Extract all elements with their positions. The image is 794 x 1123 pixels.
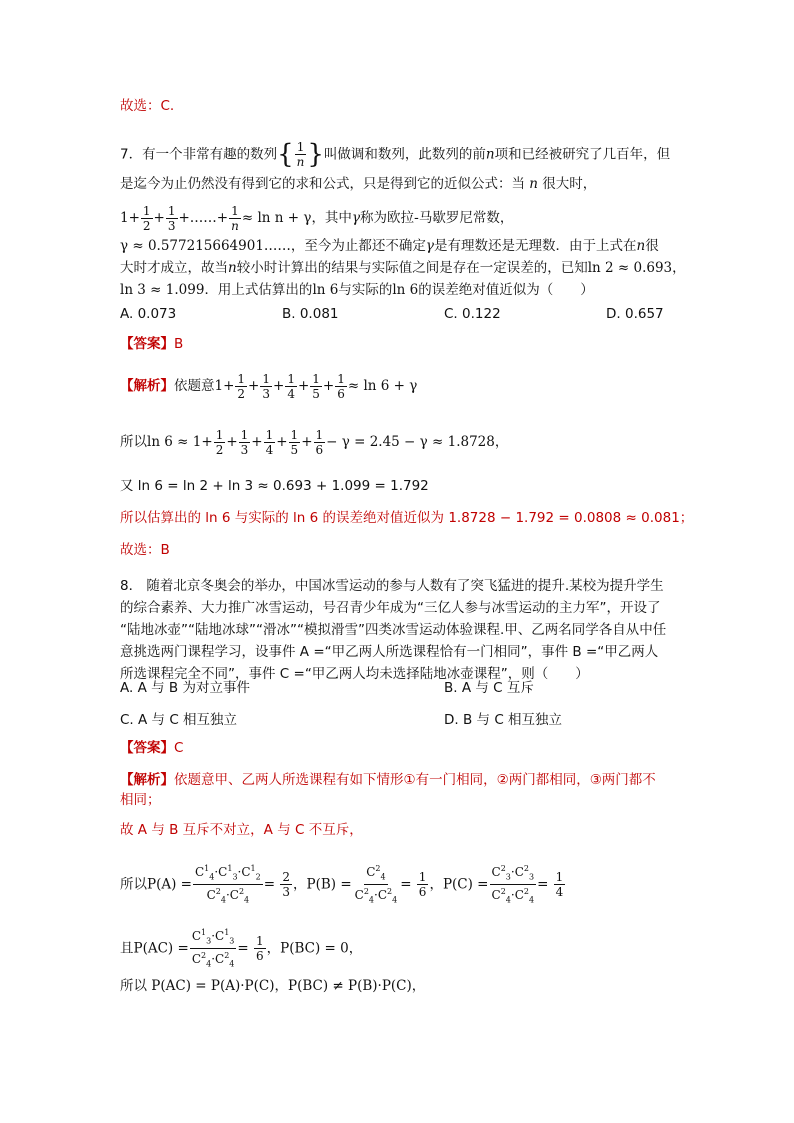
q7-number: 7． xyxy=(120,146,143,163)
q8-line5: 所选课程完全不同”，事件 C =“甲乙两人均未选择陆地冰壶课程”，则（ ） xyxy=(120,666,589,682)
q8-analysis-3-pre: 所以 xyxy=(120,876,147,893)
q7-analysis-label: 【解析】 xyxy=(120,378,174,394)
q6-conclusion-label: 故选： xyxy=(120,98,161,114)
var-n: n xyxy=(485,146,495,163)
q7-text-c: 项和已经被研究了几百年，但 xyxy=(494,146,671,163)
brace-right: } xyxy=(307,139,324,170)
prob-ac-fraction: $\frac{C^1_3\cdot C^1_3}{C^2_4\cdot C^2_4}$ xyxy=(191,928,235,969)
frac-1-n: $\frac{1}{n}$ xyxy=(231,204,239,233)
q8-analysis-5: 所以 P(AC) = P(A)·P(C)，P(BC) ≠ P(B)·P(C)， xyxy=(120,978,426,994)
q7-line4-d: 很 xyxy=(645,238,659,254)
q7-text-b: 叫做调和数列，此数列的前 xyxy=(323,146,486,163)
q7-line4-c: 是有理数还是无理数．由于上式在 xyxy=(434,238,637,254)
q7-line3-b: ，其中 xyxy=(311,210,352,226)
q8-answer xyxy=(120,738,183,758)
q8-analysis-4-pre: 且 xyxy=(120,940,134,957)
q7-line3-c: 称为欧拉-马歇罗尼常数， xyxy=(360,210,514,226)
q7-answer-label: 【答案】 xyxy=(120,336,174,352)
q7-line2 xyxy=(120,174,596,194)
frac-1-2: $\frac{1}{2}$ xyxy=(142,204,151,233)
q8-answer-value: C xyxy=(174,740,184,756)
q7-analysis-2-tail: − γ = 2.45 − γ ≈ 1.8728， xyxy=(326,434,509,450)
q7-analysis-3: 又 ln 6 = ln 2 + ln 3 ≈ 0.693 + 1.099 = 1.792 xyxy=(120,478,429,494)
q8-analysis-label: 【解析】 xyxy=(120,772,174,788)
formula-tail: ≈ ln n + γ xyxy=(241,210,312,226)
var-gamma: γ xyxy=(351,210,361,226)
q7-answer-value: B xyxy=(174,336,184,352)
q8-analysis-1 xyxy=(120,770,656,790)
var-n: n xyxy=(228,260,237,276)
q7-line2-text: 是迄今为止仍然没有得到它的求和公式，只是得到它的近似公式：当 xyxy=(120,176,525,192)
q7-analysis-1: 【解析】依题意1+ $\frac{1}{2}$ + $\frac{1}{3}$ + $\frac{1}{4}$ + $\frac{1}{5}$ + $\frac{1}{6}$ ≈ ln 6 + γ xyxy=(120,372,418,401)
q7-analysis-1-tail: ≈ ln 6 + γ xyxy=(347,378,418,394)
q7-option-c: C. 0.122 xyxy=(444,306,501,322)
var-gamma: γ xyxy=(425,238,434,254)
prob-a-label: P(A) = xyxy=(147,876,192,893)
q7-line6-c: ln 6 xyxy=(312,282,339,298)
q7-line2-b: 很大时， xyxy=(542,176,597,192)
prob-a-fraction: $\frac{C^1_4\cdot C^1_3\cdot C^1_2}{C^2_4\cdot C^2_4}$ xyxy=(194,864,261,905)
q7-conclusion: 故选：B xyxy=(120,542,170,558)
q7-line4 xyxy=(120,236,659,256)
sequence-fraction: $\frac{1}{n}$ xyxy=(296,140,305,169)
prob-b-label: P(B) = xyxy=(306,876,352,893)
q7-option-b: B. 0.081 xyxy=(282,306,339,322)
q7-line6-f: 的误差绝对值近似为（ ） xyxy=(418,282,594,298)
q7-line5-b: 较小时计算出的结果与实际值之间是存在一定误差的，已知 xyxy=(236,260,588,276)
q7-line6-a: ln 3 ≈ 1.099 xyxy=(120,282,205,298)
q7-line6-b: ．用上式估算出的 xyxy=(204,282,313,298)
q8-option-b: B. A 与 C 互斥 xyxy=(444,680,534,696)
q7-option-d: D. 0.657 xyxy=(606,306,664,322)
q7-line6-d: 与实际的 xyxy=(338,282,393,298)
q8-line3: “陆地冰壶”“陆地冰球”“滑冰”“模拟滑雪”四类冰雪运动体验课程.甲、乙两名同学各自从中任 xyxy=(120,622,667,638)
gamma-value: γ ≈ 0.577215664901…… xyxy=(120,238,291,254)
q6-conclusion-answer: C. xyxy=(160,98,175,114)
q7-line5 xyxy=(120,258,686,278)
q8-analysis-3: 所以P(A) = $\frac{C^1_4\cdot C^1_3\cdot C^1_2}{C^2_4\cdot C^2_4}$ = $\frac{2}{3}$ ，P(B) = $\frac{C^2_4}{C^2_4\cdot C^2_4}$ = $\frac{1}{6}$ ，P(C) = $\frac{C^2_3\cdot C^2_3}{C^2_4\cdot C^2_4}$ = $\frac{1}{4}$ xyxy=(120,862,566,908)
q8-analysis-1b: 相同； xyxy=(120,792,161,808)
brace-left: { xyxy=(277,139,294,170)
q7-line1 xyxy=(120,140,670,169)
q7-line5-a: 大时才成立，故当 xyxy=(120,260,228,276)
q8-analysis-1-text: 依题意甲、乙两人所选课程有如下情形①有一门相同，②两门都相同，③两门都不 xyxy=(174,772,656,788)
q7-analysis-2-pre: 所以 xyxy=(120,434,147,450)
q8-option-d: D. B 与 C 相互独立 xyxy=(444,712,563,728)
q8-option-c: C. A 与 C 相互独立 xyxy=(120,712,238,728)
q8-line1: 8． 随着北京冬奥会的举办，中国冰雪运动的参与人数有了突飞猛进的提升.某校为提升学生 xyxy=(120,578,664,594)
q7-option-a: A. 0.073 xyxy=(120,306,177,322)
prob-b-fraction: $\frac{C^2_4}{C^2_4\cdot C^2_4}$ xyxy=(354,864,398,905)
var-n: n xyxy=(525,176,543,192)
q7-analysis-2: 所以ln 6 ≈ 1+ $\frac{1}{2}$ + $\frac{1}{3}$ + $\frac{1}{4}$ + $\frac{1}{5}$ + $\frac{1}{6}$ − γ = 2.45 − γ ≈ 1.8728， xyxy=(120,428,509,457)
q7-line6-e: ln 6 xyxy=(392,282,419,298)
prob-c-fraction: $\frac{C^2_3\cdot C^2_3}{C^2_4\cdot C^2_4}$ xyxy=(491,864,535,905)
q8-option-a: A. A 与 B 为对立事件 xyxy=(120,680,250,696)
q8-answer-label: 【答案】 xyxy=(120,740,174,756)
q8-line2: 的综合素养、大力推广冰雪运动，号召青少年成为“三亿人参与冰雪运动的主力军”，开设了 xyxy=(120,600,661,616)
q7-formula-line: 1+ $\frac{1}{2}$ + $\frac{1}{3}$ +……+ $\frac{1}{n}$ ≈ ln n + γ，其中γ称为欧拉-马歇罗尼常数， xyxy=(120,204,514,233)
q7-line4-b: ，至今为止都还不确定 xyxy=(290,238,426,254)
q8-analysis-2: 故 A 与 B 互斥不对立，A 与 C 不互斥， xyxy=(120,822,363,838)
q8-line4: 意挑选两门课程学习，设事件 A =“甲乙两人所选课程恰有一门相同”，事件 B =“甲乙两人 xyxy=(120,644,659,660)
q6-conclusion xyxy=(120,96,174,116)
q7-analysis-1-text: 依题意 xyxy=(174,378,215,394)
q7-analysis-4: 所以估算出的 ln 6 与实际的 ln 6 的误差绝对值近似为 1.8728 − 1.792 = 0.0808 ≈ 0.081； xyxy=(120,510,694,526)
frac-1-3: $\frac{1}{3}$ xyxy=(167,204,176,233)
q8-analysis-4: 且P(AC) = $\frac{C^1_3\cdot C^1_3}{C^2_4\cdot C^2_4}$ = $\frac{1}{6}$ ，P(BC) = 0， xyxy=(120,926,362,972)
q7-line6 xyxy=(120,280,594,300)
prob-c-label: P(C) = xyxy=(442,876,489,893)
q7-answer xyxy=(120,334,183,354)
var-n: n xyxy=(636,238,646,254)
q7-line5-c: ln 2 ≈ 0.693， xyxy=(587,260,686,276)
q7-text-a: 有一个非常有趣的数列 xyxy=(142,146,278,163)
prob-ac-label: P(AC) = xyxy=(133,940,189,957)
prob-bc: P(BC) = 0， xyxy=(280,940,363,957)
